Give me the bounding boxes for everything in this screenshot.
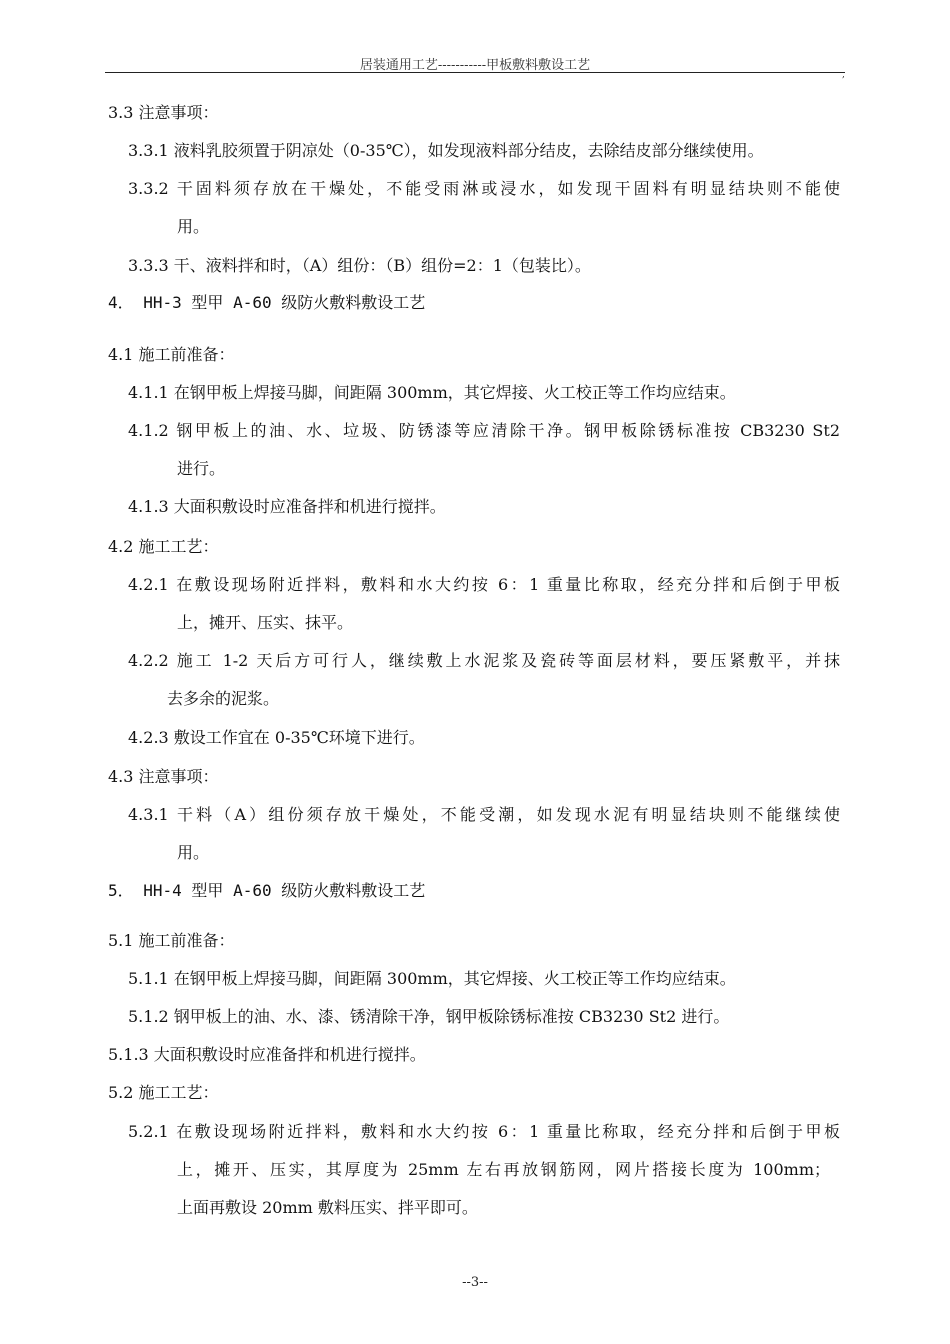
paragraph-4-3-1-cont: 用。 bbox=[177, 843, 210, 862]
paragraph-4-1-2-cont: 进行。 bbox=[177, 459, 226, 478]
page-number: --3-- bbox=[462, 1275, 488, 1290]
heading-4-1: 4.1 施工前准备： bbox=[108, 345, 235, 364]
paragraph-3-3-2: 3.3.2 干固料须存放在干燥处，不能受雨淋或浸水，如发现干固料有明显结块则不能使 bbox=[128, 179, 840, 198]
paragraph-4-1-1: 4.1.1 在钢甲板上焊接马脚，间距隔 300mm，其它焊接、火工校正等工作均应结束。 bbox=[128, 383, 736, 402]
heading-3-3: 3.3 注意事项： bbox=[108, 103, 219, 122]
paragraph-4-2-1-cont: 上，摊开、压实、抹平。 bbox=[177, 613, 354, 632]
heading-4-2: 4.2 施工工艺： bbox=[108, 537, 219, 556]
paragraph-4-3-1: 4.3.1 干料（A）组份须存放干燥处，不能受潮，如发现水泥有明显结块则不能继续使 bbox=[128, 805, 840, 824]
paragraph-5-1-3: 5.1.3 大面积敷设时应准备拌和机进行搅拌。 bbox=[108, 1045, 426, 1064]
paragraph-3-3-2-cont: 用。 bbox=[177, 217, 210, 236]
heading-5-1: 5.1 施工前准备： bbox=[108, 931, 235, 950]
paragraph-3-3-3: 3.3.3 干、液料拌和时，（A）组份：（B）组份=2：1（包装比）。 bbox=[128, 256, 591, 275]
section-heading-4: 4． HH-3 型甲 A-60 级防火敷料敷设工艺 bbox=[108, 293, 426, 312]
header-end-mark: , bbox=[842, 70, 845, 80]
paragraph-5-1-2: 5.1.2 钢甲板上的油、水、漆、锈清除干净，钢甲板除锈标准按 CB3230 St2 进行。 bbox=[128, 1007, 730, 1026]
heading-4-3: 4.3 注意事项： bbox=[108, 767, 219, 786]
paragraph-5-2-1-cont: 上，摊开、压实，其厚度为 25mm 左右再放钢筋网，网片搭接长度为 100mm； bbox=[177, 1160, 830, 1179]
paragraph-4-1-2: 4.1.2 钢甲板上的油、水、垃圾、防锈漆等应清除干净。钢甲板除锈标准按 CB3230 St2 bbox=[128, 421, 840, 440]
paragraph-3-3-1: 3.3.1 液料乳胶须置于阴凉处（0-35℃），如发现液料部分结皮，去除结皮部分继续使用。 bbox=[128, 141, 764, 160]
page-header-title: 居装通用工艺-----------甲板敷料敷设工艺 bbox=[359, 58, 591, 73]
header-rule bbox=[105, 72, 845, 73]
paragraph-4-2-2-cont: 去多余的泥浆。 bbox=[167, 689, 280, 708]
paragraph-4-2-2: 4.2.2 施工 1-2 天后方可行人，继续敷上水泥浆及瓷砖等面层材料，要压紧敷平，并抹 bbox=[128, 651, 840, 670]
paragraph-4-2-3: 4.2.3 敷设工作宜在 0-35℃环境下进行。 bbox=[128, 728, 425, 747]
heading-5-2: 5.2 施工工艺： bbox=[108, 1083, 219, 1102]
paragraph-5-1-1: 5.1.1 在钢甲板上焊接马脚，间距隔 300mm，其它焊接、火工校正等工作均应结束。 bbox=[128, 969, 736, 988]
paragraph-5-2-1-cont2: 上面再敷设 20mm 敷料压实、拌平即可。 bbox=[177, 1198, 478, 1217]
paragraph-4-1-3: 4.1.3 大面积敷设时应准备拌和机进行搅拌。 bbox=[128, 497, 446, 516]
paragraph-4-2-1: 4.2.1 在敷设现场附近拌料，敷料和水大约按 6：1 重量比称取，经充分拌和后倒于甲板 bbox=[128, 575, 840, 594]
section-heading-5: 5． HH-4 型甲 A-60 级防火敷料敷设工艺 bbox=[108, 881, 426, 900]
paragraph-5-2-1: 5.2.1 在敷设现场附近拌料，敷料和水大约按 6：1 重量比称取，经充分拌和后倒于甲板 bbox=[128, 1122, 840, 1141]
